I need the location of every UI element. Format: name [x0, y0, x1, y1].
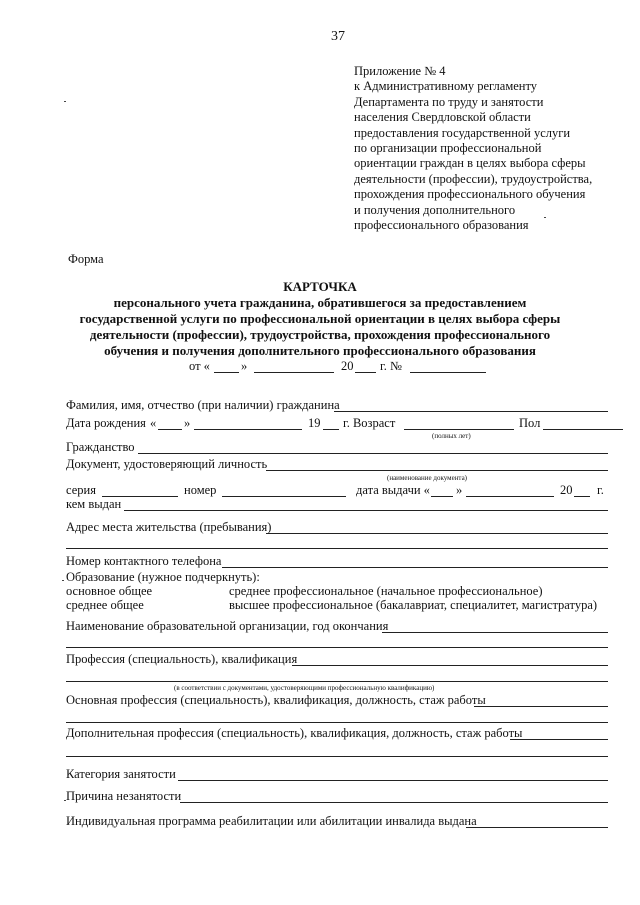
date-year-blank[interactable]	[355, 372, 376, 373]
birth-year-prefix: 19	[308, 416, 321, 430]
full-name-label: Фамилия, имя, отчество (при наличии) гражданина	[66, 398, 340, 412]
education-option-secondary-general[interactable]: среднее общее	[66, 598, 144, 612]
id-document-label: Документ, удостоверяющий личность	[66, 457, 268, 471]
address-field-line2[interactable]	[66, 548, 608, 549]
education-title: Образование (нужное подчеркнуть):	[66, 570, 260, 584]
date-day-blank[interactable]	[214, 372, 239, 373]
gender-field[interactable]	[543, 429, 623, 430]
additional-profession-field[interactable]	[510, 739, 608, 740]
date-month-blank[interactable]	[254, 372, 334, 373]
profession-hint: (в соответствии с документами, удостоверяющими профессиональную квалификацию)	[174, 684, 435, 692]
appendix-line: и получения дополнительного	[354, 202, 516, 217]
birth-quote-open: «	[150, 416, 157, 430]
birth-date-label: Дата рождения	[66, 416, 146, 430]
card-subtitle-line: государственной услуги по профессиональной ориентации в целях выбора сферы	[79, 311, 561, 326]
birth-year-field[interactable]	[323, 429, 339, 430]
issue-year-suffix: г.	[597, 483, 604, 497]
issue-year-field[interactable]	[574, 496, 590, 497]
issue-date-label: дата выдачи «	[356, 483, 430, 497]
appendix-line: Приложение № 4	[354, 64, 446, 78]
appendix-line: предоставления государственной услуги	[354, 125, 571, 140]
card-title: КАРТОЧКА	[283, 279, 357, 294]
citizenship-label: Гражданство	[66, 440, 135, 454]
age-field[interactable]	[404, 429, 514, 430]
rehab-program-label: Индивидуальная программа реабилитации или абилитации инвалида выдана	[66, 814, 477, 828]
institution-field-line2[interactable]	[66, 647, 608, 648]
appendix-line: по организации профессиональной	[354, 141, 542, 156]
additional-profession-field-line2[interactable]	[66, 756, 608, 757]
series-label: серия	[66, 483, 96, 497]
appendix-block	[354, 64, 592, 233]
additional-profession-label: Дополнительная профессия (специальность), квалификация, должность, стаж работы	[66, 726, 523, 740]
date-close-quote: »	[241, 359, 248, 373]
main-profession-field-line2[interactable]	[66, 722, 608, 723]
page-number: 37	[331, 29, 345, 44]
citizenship-field[interactable]	[138, 453, 608, 454]
date-from-label: от «	[189, 359, 210, 373]
number-field[interactable]	[222, 496, 346, 497]
card-number-blank[interactable]	[410, 372, 486, 373]
scan-speck	[544, 217, 546, 218]
issue-day-field[interactable]	[431, 496, 453, 497]
appendix-line: населения Свердловской области	[354, 110, 531, 125]
education-option-higher-vocational[interactable]: высшее профессиональное (бакалавриат, специалитет, магистратура)	[229, 598, 598, 612]
birth-month-field[interactable]	[194, 429, 302, 430]
phone-field[interactable]	[222, 567, 608, 568]
appendix-line: деятельности (профессии), трудоустройства,	[354, 171, 593, 186]
birth-quote-close: »	[184, 416, 191, 430]
form-label: Форма	[68, 252, 104, 266]
number-label: номер	[184, 483, 217, 497]
education-option-basic-general[interactable]: основное общее	[66, 584, 153, 598]
scan-speck	[62, 580, 64, 581]
unemployment-reason-field[interactable]	[180, 802, 608, 803]
employment-category-label: Категория занятости	[66, 767, 176, 781]
card-subtitle-line: персонального учета гражданина, обратившегося за предоставлением	[113, 295, 527, 310]
address-field[interactable]	[266, 533, 608, 534]
institution-field[interactable]	[382, 632, 608, 633]
appendix-line: профессионального образования	[354, 218, 529, 233]
gender-label: Пол	[519, 416, 541, 430]
card-subtitle-line: деятельности (профессии), трудоустройства, прохождения профессионального	[89, 327, 551, 342]
appendix-line: ориентации граждан в целях выбора сферы	[354, 156, 586, 171]
id-document-hint: (наименование документа)	[387, 474, 468, 482]
birth-day-field[interactable]	[158, 429, 182, 430]
address-label: Адрес места жительства (пребывания)	[66, 520, 272, 534]
appendix-line: к Административному регламенту	[354, 79, 538, 94]
unemployment-reason-label: Причина незанятости	[66, 789, 182, 803]
issue-quote-close: »	[456, 483, 463, 497]
issued-by-field[interactable]	[124, 510, 608, 511]
phone-label: Номер контактного телефона	[66, 554, 222, 568]
institution-label: Наименование образовательной организации, год окончания	[66, 619, 389, 633]
age-label: г. Возраст	[343, 416, 396, 430]
education-option-secondary-vocational[interactable]: среднее профессиональное (начальное профессиональное)	[229, 584, 543, 598]
appendix-line: прохождения профессионального обучения	[354, 187, 586, 202]
main-profession-label: Основная профессия (специальность), квалификация, должность, стаж работы	[66, 693, 486, 707]
id-document-field[interactable]	[266, 470, 608, 471]
employment-category-field[interactable]	[178, 780, 608, 781]
profession-field[interactable]	[292, 665, 608, 666]
date-year-prefix: 20	[341, 359, 354, 373]
profession-field-line2[interactable]	[66, 681, 608, 682]
appendix-line: Департамента по труду и занятости	[354, 94, 544, 109]
issue-year-prefix: 20	[560, 483, 573, 497]
age-hint: (полных лет)	[432, 432, 471, 440]
issue-month-field[interactable]	[466, 496, 554, 497]
rehab-program-field[interactable]	[466, 827, 608, 828]
card-subtitle-line: обучения и получения дополнительного профессионального образования	[104, 343, 536, 358]
card-number-label: г. №	[380, 359, 402, 373]
scan-speck	[64, 101, 66, 102]
full-name-field[interactable]	[334, 411, 608, 412]
main-profession-field[interactable]	[474, 706, 608, 707]
profession-label: Профессия (специальность), квалификация	[66, 652, 298, 666]
issued-by-label: кем выдан	[66, 497, 122, 511]
